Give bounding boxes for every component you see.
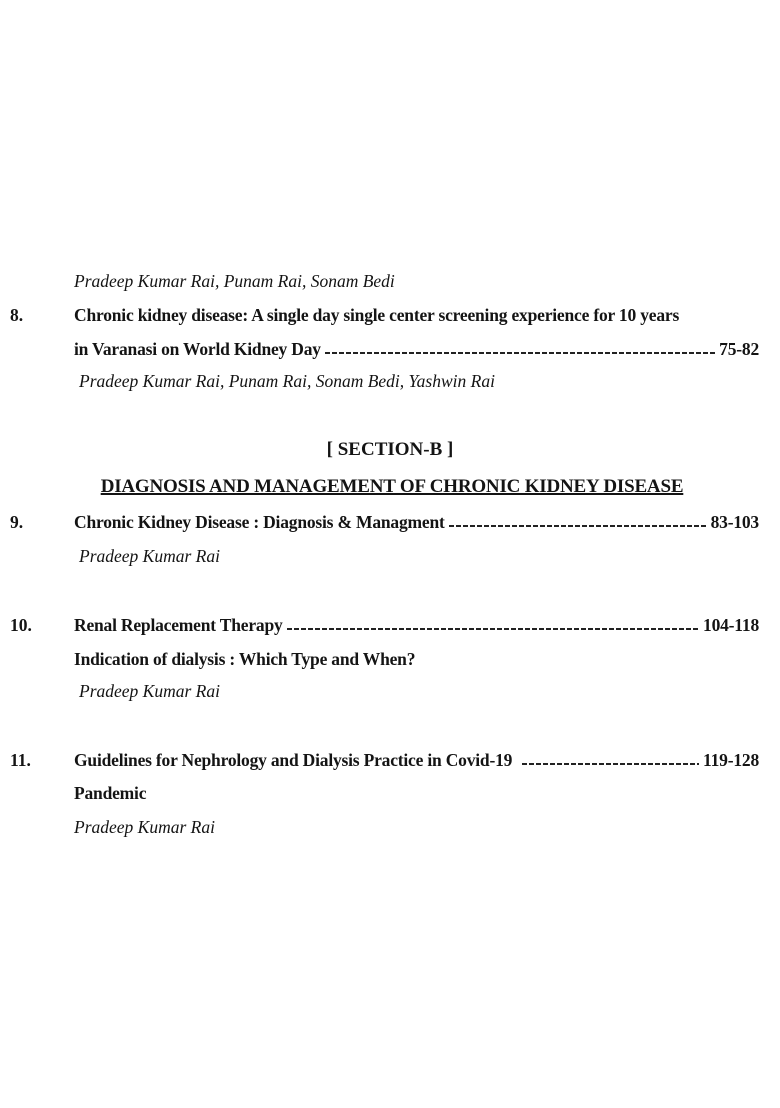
entry-11-title-line1: Guidelines for Nephrology and Dialysis Practice in Covid-19: [74, 750, 513, 770]
entry-8-pages: 75-82: [719, 339, 759, 359]
entry-11-title-row: [74, 749, 759, 771]
entry-9-title: Chronic Kidney Disease : Diagnosis & Managment: [74, 512, 445, 532]
dot-leader: [287, 628, 699, 630]
entry-11-title-line2: Pandemic: [74, 783, 147, 803]
entry-8-number: 8.: [10, 305, 24, 325]
entry-9-pages: 83-103: [710, 512, 759, 532]
section-label: [ SECTION-B ]: [326, 439, 454, 460]
entry-8-title-line2: in Varanasi on World Kidney Day: [74, 339, 321, 359]
entry-10-subtitle: Indication of dialysis : Which Type and When?: [74, 649, 416, 669]
entry-11-pages: 119-128: [703, 750, 759, 770]
entry-8-title-row: [74, 338, 759, 360]
entry-10-authors: Pradeep Kumar Rai: [79, 681, 220, 701]
dot-leader: [449, 525, 707, 527]
entry-10-title-row: [74, 614, 759, 636]
section-heading: DIAGNOSIS AND MANAGEMENT OF CHRONIC KIDNEY DISEASE: [100, 476, 684, 497]
entry-8-title-line1: Chronic kidney disease: A single day single center screening experience for 10 years: [74, 305, 680, 325]
entry-9-authors: Pradeep Kumar Rai: [79, 546, 220, 566]
entry-10-number: 10.: [10, 615, 32, 635]
entry-9-title-row: [74, 511, 759, 533]
entry-11-authors: Pradeep Kumar Rai: [74, 817, 215, 837]
dot-leader: [325, 352, 715, 354]
entry-8-authors: Pradeep Kumar Rai, Punam Rai, Sonam Bedi, Yashwin Rai: [79, 371, 495, 391]
entry-11-number: 11.: [10, 750, 31, 770]
prev-entry-authors: Pradeep Kumar Rai, Punam Rai, Sonam Bedi: [74, 271, 395, 291]
entry-10-pages: 104-118: [703, 615, 759, 635]
entry-9-number: 9.: [10, 512, 24, 532]
entry-10-title: Renal Replacement Therapy: [74, 615, 283, 635]
dot-leader: [522, 763, 699, 765]
